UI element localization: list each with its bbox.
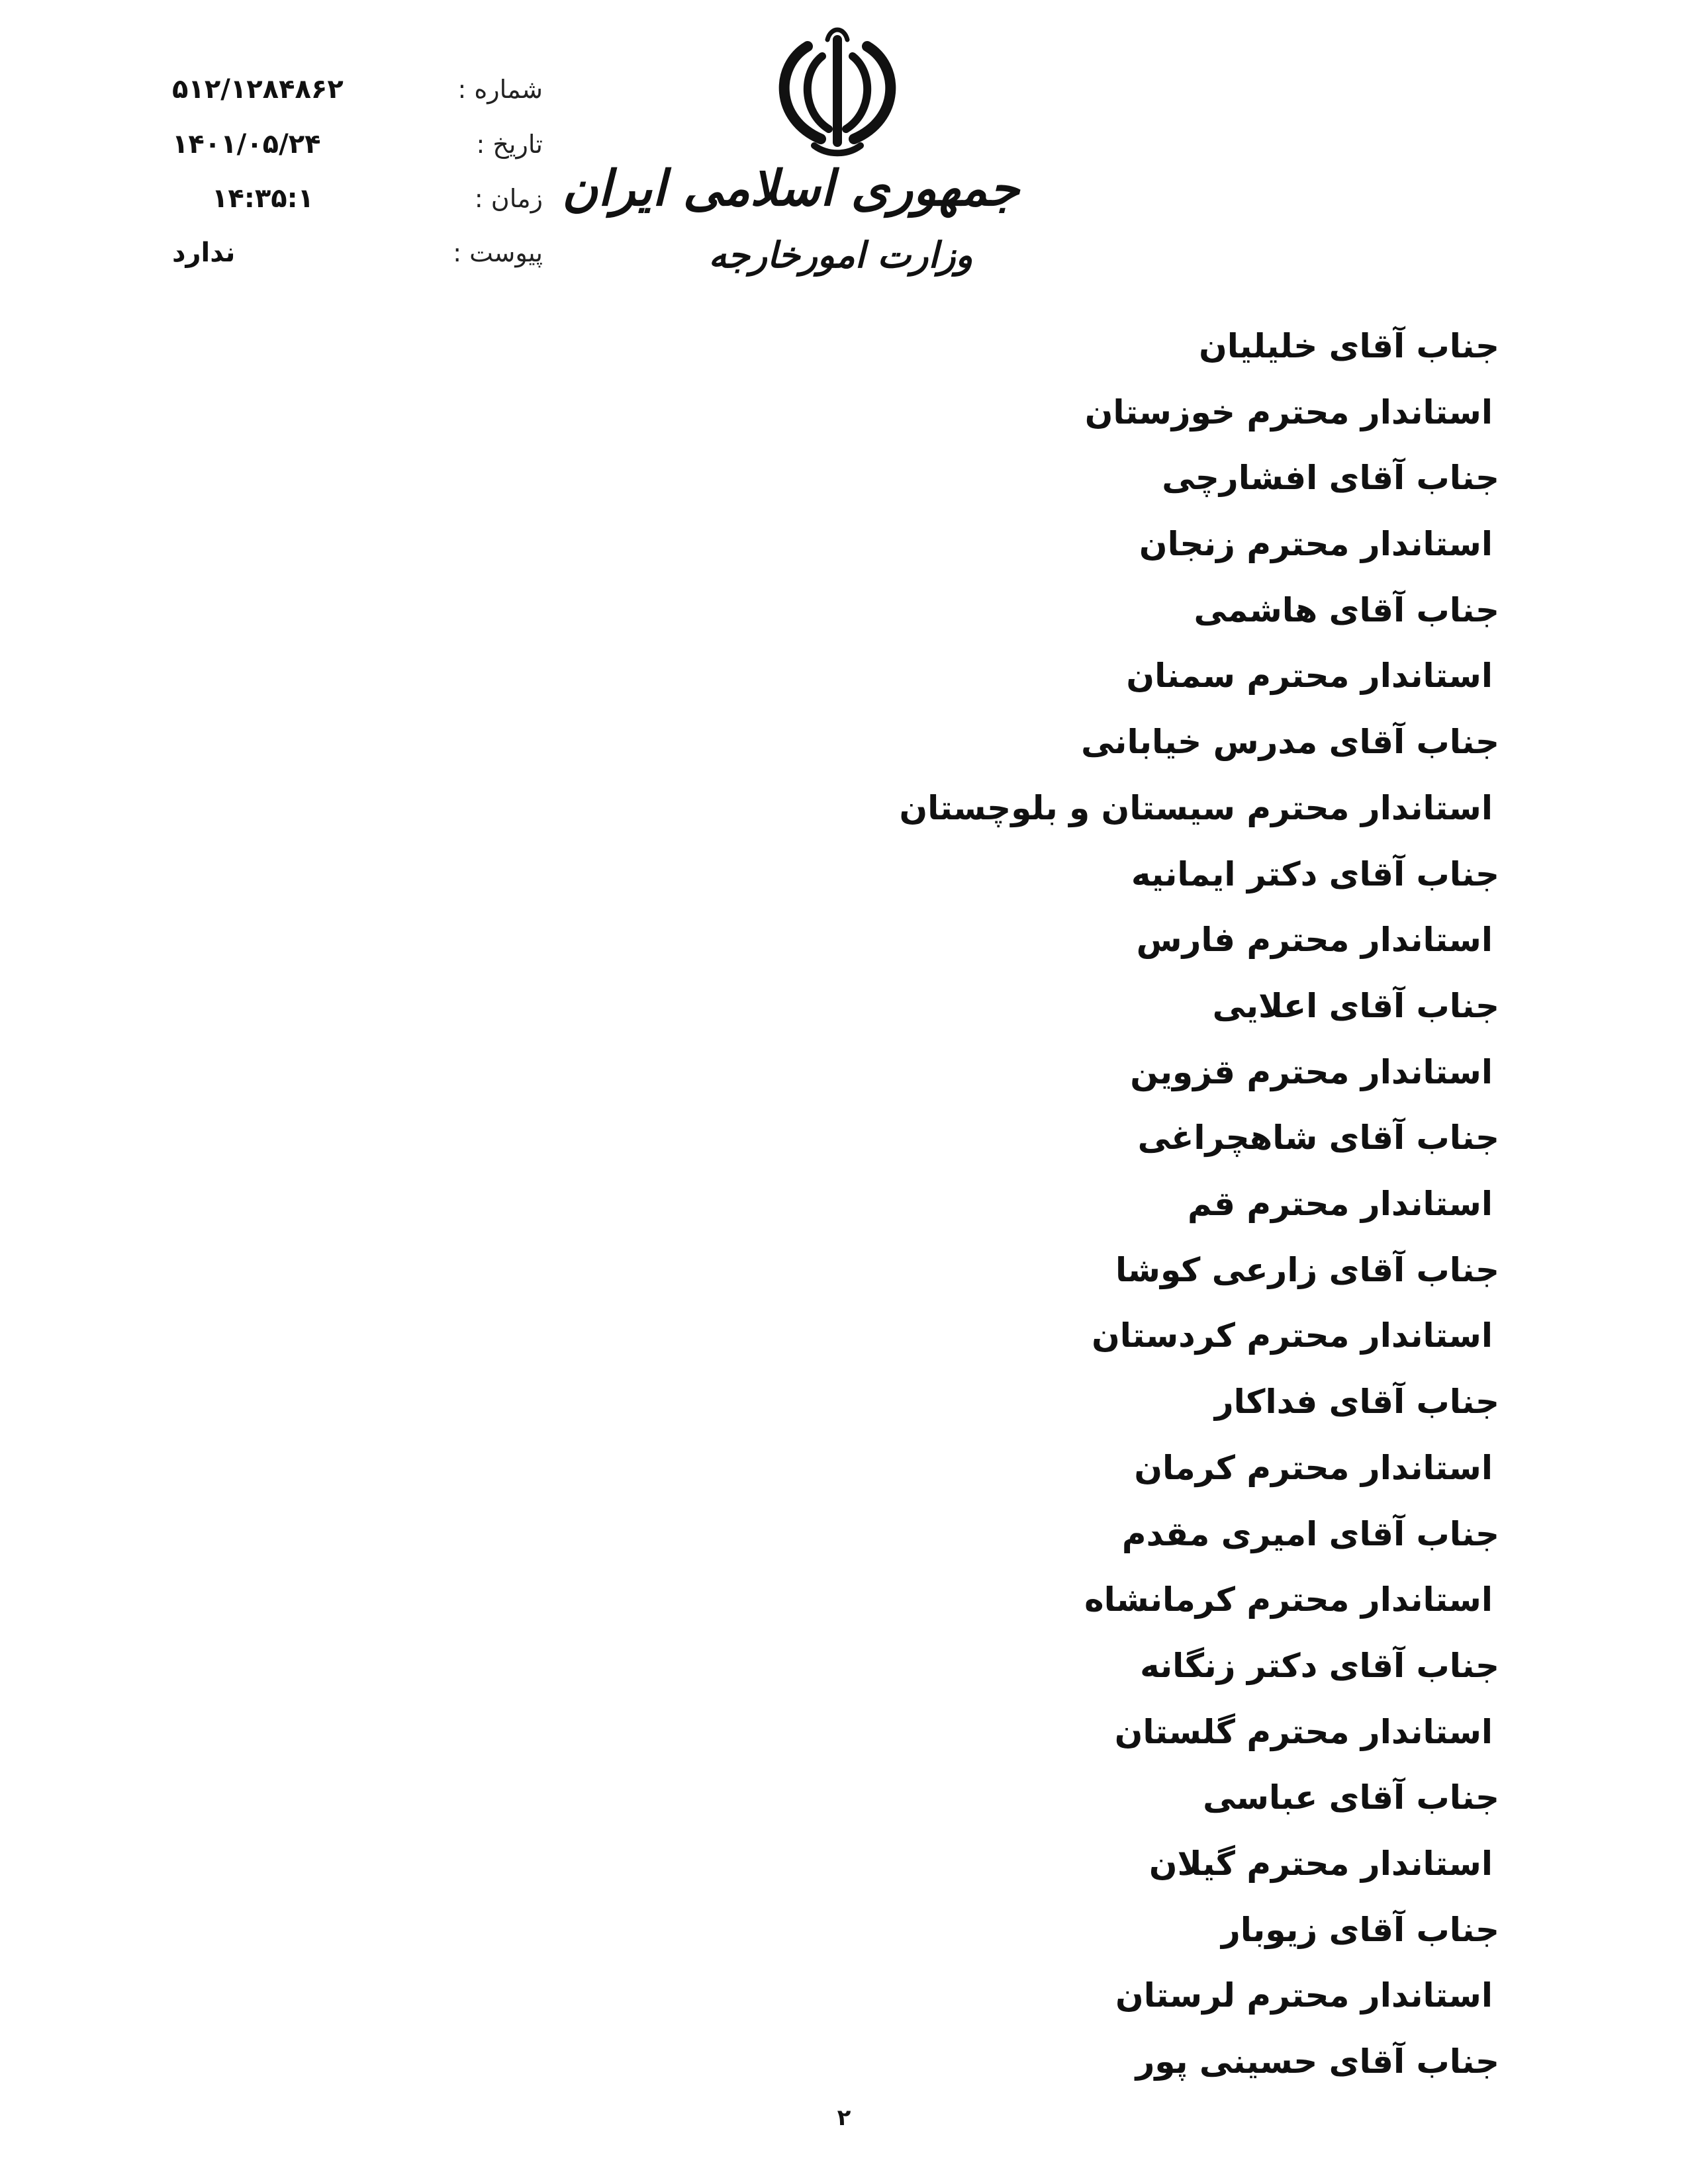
recipient-item <box>0 587 1688 719</box>
recipient-item <box>0 1511 1688 1643</box>
recipient-title: استاندار محترم سیستان و بلوچستان <box>899 788 1493 827</box>
recipient-honorific: جناب آقای دکتر زنگانه <box>1140 1646 1499 1685</box>
date-label: تاریخ : <box>476 130 543 159</box>
recipient-item <box>0 323 1688 455</box>
time-label: زمان : <box>474 184 543 213</box>
recipient-item <box>0 1379 1688 1510</box>
meta-number-row <box>172 69 543 116</box>
recipient-item <box>0 851 1688 983</box>
recipient-title: استاندار محترم فارس <box>1136 921 1493 960</box>
page-number: ۲ <box>837 2105 851 2131</box>
recipient-honorific: جناب آقای عباسی <box>1203 1778 1499 1817</box>
country-name: جمهوری اسلامی ایران <box>562 160 1019 217</box>
number-label: شماره : <box>457 75 543 104</box>
recipient-item <box>0 1115 1688 1246</box>
recipient-item <box>0 1907 1688 2038</box>
recipient-item <box>0 1247 1688 1379</box>
meta-attachment-row <box>172 233 543 279</box>
recipient-title: استاندار محترم کردستان <box>1092 1316 1493 1355</box>
recipient-title: استاندار محترم زنجان <box>1139 525 1493 564</box>
recipient-honorific: جناب آقای دکتر ایمانیه <box>1131 854 1499 893</box>
recipient-item <box>0 719 1688 850</box>
recipient-honorific: جناب آقای حسینی پور <box>1135 2042 1499 2081</box>
recipient-honorific: جناب آقای زیوبار <box>1221 1910 1499 1949</box>
time-value: ۱۴:۳۵:۱ <box>212 183 314 214</box>
recipient-title: استاندار محترم قزوین <box>1130 1052 1493 1091</box>
recipient-honorific: جناب آقای شاهچراغی <box>1137 1118 1499 1158</box>
meta-date-row <box>172 124 543 171</box>
iran-emblem-icon <box>761 20 914 159</box>
recipient-list <box>0 323 1688 2170</box>
recipient-honorific: جناب آقای مدرس خیابانی <box>1081 723 1499 762</box>
recipient-title: استاندار محترم لرستان <box>1115 1976 1493 2015</box>
recipient-honorific: جناب آقای زارعی کوشا <box>1115 1250 1499 1289</box>
recipient-honorific: جناب آقای افشارچی <box>1162 459 1499 498</box>
recipient-honorific: جناب آقای اعلایی <box>1212 986 1499 1025</box>
meta-time-row <box>172 179 543 225</box>
recipient-title: استاندار محترم گلستان <box>1114 1712 1493 1751</box>
date-value: ۱۴۰۱/۰۵/۲۴ <box>172 129 321 159</box>
attachment-label: پیوست : <box>453 238 543 267</box>
recipient-title: استاندار محترم کرمانشاه <box>1084 1580 1493 1619</box>
recipient-honorific: جناب آقای خلیلیان <box>1199 327 1499 365</box>
ministry-name: وزارت امورخارجه <box>708 234 973 276</box>
recipient-item <box>0 455 1688 586</box>
recipient-item <box>0 1774 1688 1906</box>
recipient-honorific: جناب آقای هاشمی <box>1194 590 1499 629</box>
recipient-honorific: جناب آقای امیری مقدم <box>1121 1514 1499 1553</box>
recipient-item <box>0 1643 1688 1774</box>
recipient-title: استاندار محترم قم <box>1188 1185 1493 1224</box>
recipient-title: استاندار محترم گیلان <box>1149 1844 1493 1883</box>
number-value: ۵۱۲/۱۲۸۴۸۶۲ <box>172 74 344 105</box>
recipient-item <box>0 983 1688 1115</box>
recipient-title: استاندار محترم خوزستان <box>1084 392 1493 432</box>
recipient-title: استاندار محترم کرمان <box>1134 1448 1493 1487</box>
attachment-value: ندارد <box>172 238 236 268</box>
recipient-honorific: جناب آقای فداکار <box>1214 1383 1499 1422</box>
recipient-title: استاندار محترم سمنان <box>1126 657 1493 696</box>
